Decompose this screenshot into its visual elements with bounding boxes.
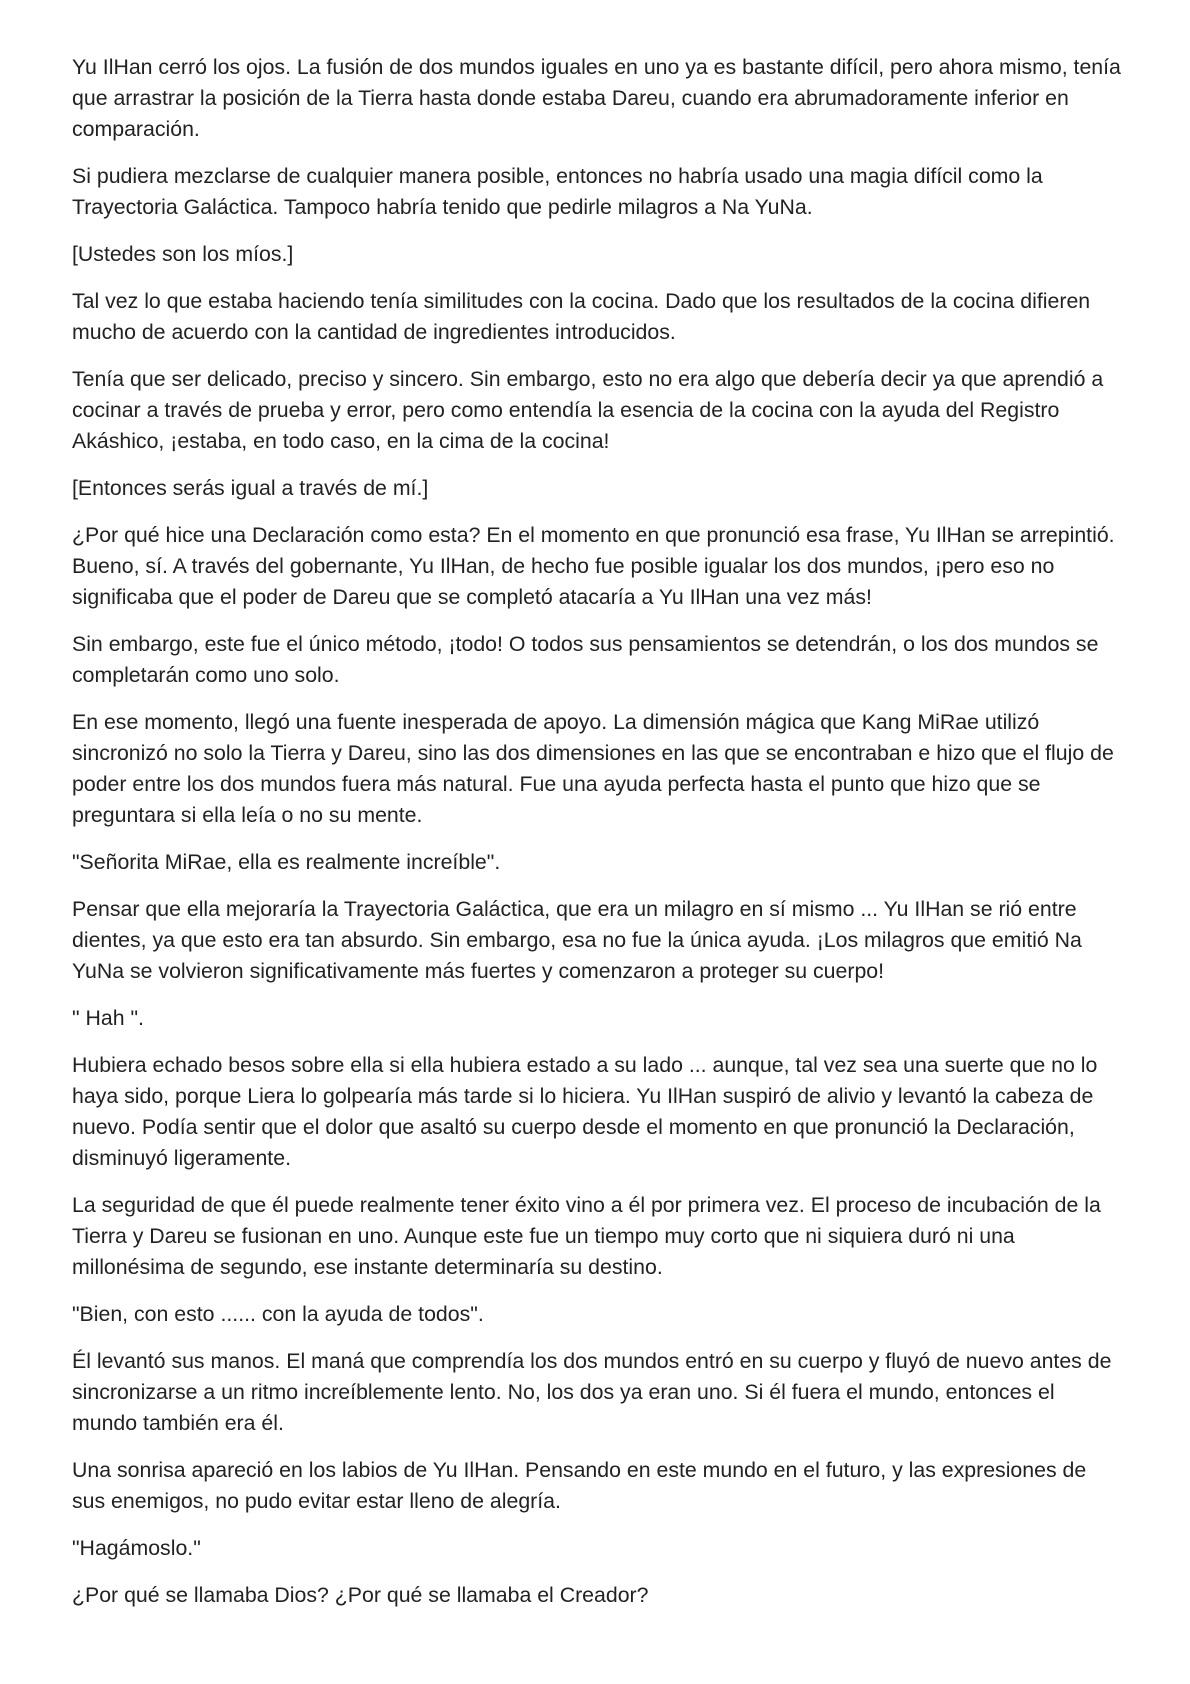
paragraph: Él levantó sus manos. El maná que comprendía los dos mundos entró en su cuerpo y fluyó de nuevo antes de sincronizarse a un ritmo increíblemente lento. No, los dos ya eran uno. Si él fuera el mundo, entonces el mundo también era él.	[72, 1349, 1112, 1435]
paragraph: ¿Por qué se llamaba Dios? ¿Por qué se llamaba el Creador?	[72, 1583, 649, 1607]
paragraph: ¿Por qué hice una Declaración como esta? En el momento en que pronunció esa frase, Yu IlHan se arrepintió. Bueno, sí. A través del gobernante, Yu IlHan, de hecho fue posible igualar los dos mundos, ¡pero eso no significaba que el poder de Dareu que se completó atacaría a Yu IlHan una vez más!	[72, 523, 1115, 609]
paragraph: [Ustedes son los míos.]	[72, 242, 294, 266]
paragraph: La seguridad de que él puede realmente tener éxito vino a él por primera vez. El proceso de incubación de la Tierra y Dareu se fusionan en uno. Aunque este fue un tiempo muy corto que ni siquiera duró ni una millonésima de segundo, ese instante determinaría su destino.	[72, 1193, 1101, 1279]
paragraph: Hubiera echado besos sobre ella si ella hubiera estado a su lado ... aunque, tal vez sea una suerte que no lo haya sido, porque Liera lo golpearía más tarde si lo hiciera. Yu IlHan suspiró de alivio y levantó la cabeza de nuevo. Podía sentir que el dolor que asaltó su cuerpo desde el momento en que pronunció la Declaración, disminuyó ligeramente.	[72, 1053, 1098, 1170]
paragraph: En ese momento, llegó una fuente inesperada de apoyo. La dimensión mágica que Kang MiRae utilizó sincronizó no solo la Tierra y Dareu, sino las dos dimensiones en las que se encontraban e hizo que el flujo de poder entre los dos mundos fuera más natural. Fue una ayuda perfecta hasta el punto que hizo que se preguntara si ella leía o no su mente.	[72, 710, 1114, 827]
paragraph: "Señorita MiRae, ella es realmente increíble".	[72, 850, 501, 874]
paragraph: Yu IlHan cerró los ojos. La fusión de dos mundos iguales en uno ya es bastante difícil, pero ahora mismo, tenía que arrastrar la posición de la Tierra hasta donde estaba Dareu, cuando era abrumadoramente inferior en comparación.	[72, 55, 1121, 141]
paragraph: "Hagámoslo."	[72, 1536, 201, 1560]
paragraph: Pensar que ella mejoraría la Trayectoria Galáctica, que era un milagro en sí mismo ... Yu IlHan se rió entre dientes, ya que esto era tan absurdo. Sin embargo, esa no fue la única ayuda. ¡Los milagros que emitió Na YuNa se volvieron significativamente más fuertes y comenzaron a proteger su cuerpo!	[72, 897, 1082, 983]
paragraph: Sin embargo, este fue el único método, ¡todo! O todos sus pensamientos se detendrán, o los dos mundos se completarán como uno solo.	[72, 632, 1099, 687]
paragraph: " Hah ".	[72, 1006, 144, 1030]
document-page	[72, 52, 1122, 1627]
paragraph: Si pudiera mezclarse de cualquier manera posible, entonces no habría usado una magia difícil como la Trayectoria Galáctica. Tampoco habría tenido que pedirle milagros a Na YuNa.	[72, 164, 1043, 219]
paragraph: [Entonces serás igual a través de mí.]	[72, 476, 429, 500]
paragraph: Tal vez lo que estaba haciendo tenía similitudes con la cocina. Dado que los resultados de la cocina difieren mucho de acuerdo con la cantidad de ingredientes introducidos.	[72, 289, 1091, 344]
paragraph: "Bien, con esto ...... con la ayuda de todos".	[72, 1302, 484, 1326]
paragraph: Una sonrisa apareció en los labios de Yu IlHan. Pensando en este mundo en el futuro, y las expresiones de sus enemigos, no pudo evitar estar lleno de alegría.	[72, 1458, 1087, 1513]
paragraph: Tenía que ser delicado, preciso y sincero. Sin embargo, esto no era algo que debería decir ya que aprendió a cocinar a través de prueba y error, pero como entendía la esencia de la cocina con la ayuda del Registro Akáshico, ¡estaba, en todo caso, en la cima de la cocina!	[72, 367, 1104, 453]
